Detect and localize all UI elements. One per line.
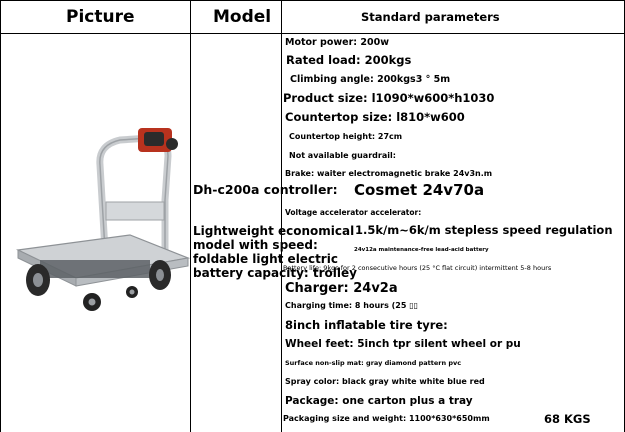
param-weight: 68 KGS xyxy=(544,412,591,426)
param-guardrail: Not available guardrail: xyxy=(289,151,396,160)
param-surface-mat: Surface non-slip mat: gray diamond pattern pvc xyxy=(285,359,462,367)
param-wheel-feet: Wheel feet: 5inch tpr silent wheel or pu xyxy=(285,338,521,350)
model-description-line-4: battery capacity: trolley xyxy=(193,266,357,280)
param-countertop-height: Countertop height: 27cm xyxy=(289,132,403,141)
param-brake: Brake: waiter electromagnetic brake 24v3n.m xyxy=(285,169,493,178)
param-countertop-size: Countertop size: l810*w600 xyxy=(285,110,465,124)
param-voltage-accelerator: Voltage accelerator accelerator: xyxy=(285,208,422,217)
param-charging-time: Charging time: 8 hours (25 ▯▯ xyxy=(285,301,419,310)
param-tire: 8inch inflatable tire tyre: xyxy=(285,318,448,332)
param-charger: Charger: 24v2a xyxy=(285,281,398,296)
param-package: Package: one carton plus a tray xyxy=(285,395,473,407)
model-controller-label: Dh-c200a controller: xyxy=(193,182,338,197)
header-model: Model xyxy=(213,7,272,27)
header-picture: Picture xyxy=(66,7,135,27)
table-top-border xyxy=(0,0,625,1)
model-description-line-3: foldable light electric xyxy=(193,252,338,266)
header-divider xyxy=(0,33,625,34)
picture-column-divider xyxy=(190,0,191,432)
param-packaging-size: Packaging size and weight: 1100*630*650mm xyxy=(283,414,490,423)
model-description-line-2: model with speed: xyxy=(193,238,318,252)
param-rated-load: Rated load: 200kgs xyxy=(286,53,412,67)
header-standard-parameters: Standard parameters xyxy=(361,10,500,24)
param-motor-power: Motor power: 200w xyxy=(285,37,389,48)
param-spray-color: Spray color: black gray white white blue red xyxy=(285,377,485,386)
electric-trolley-image xyxy=(10,110,190,320)
param-battery-life: Battery life: 9kgs for 2 consecutive hours (25 °C flat circuit) intermittent 5-8 hours xyxy=(283,264,552,272)
param-controller-value: Cosmet 24v70a xyxy=(354,181,485,199)
param-product-size: Product size: l1090*w600*h1030 xyxy=(283,91,495,105)
param-speed-regulation: 1.5k/m~6k/m stepless speed regulation xyxy=(355,223,613,237)
param-battery: 24v12a maintenance-free lead-acid battery xyxy=(354,247,489,253)
table-left-border xyxy=(0,0,1,432)
model-column-divider xyxy=(281,0,282,432)
model-description-line-1: Lightweight economical xyxy=(193,224,355,238)
param-climbing-angle: Climbing angle: 200kgs3 ° 5m xyxy=(290,74,451,85)
